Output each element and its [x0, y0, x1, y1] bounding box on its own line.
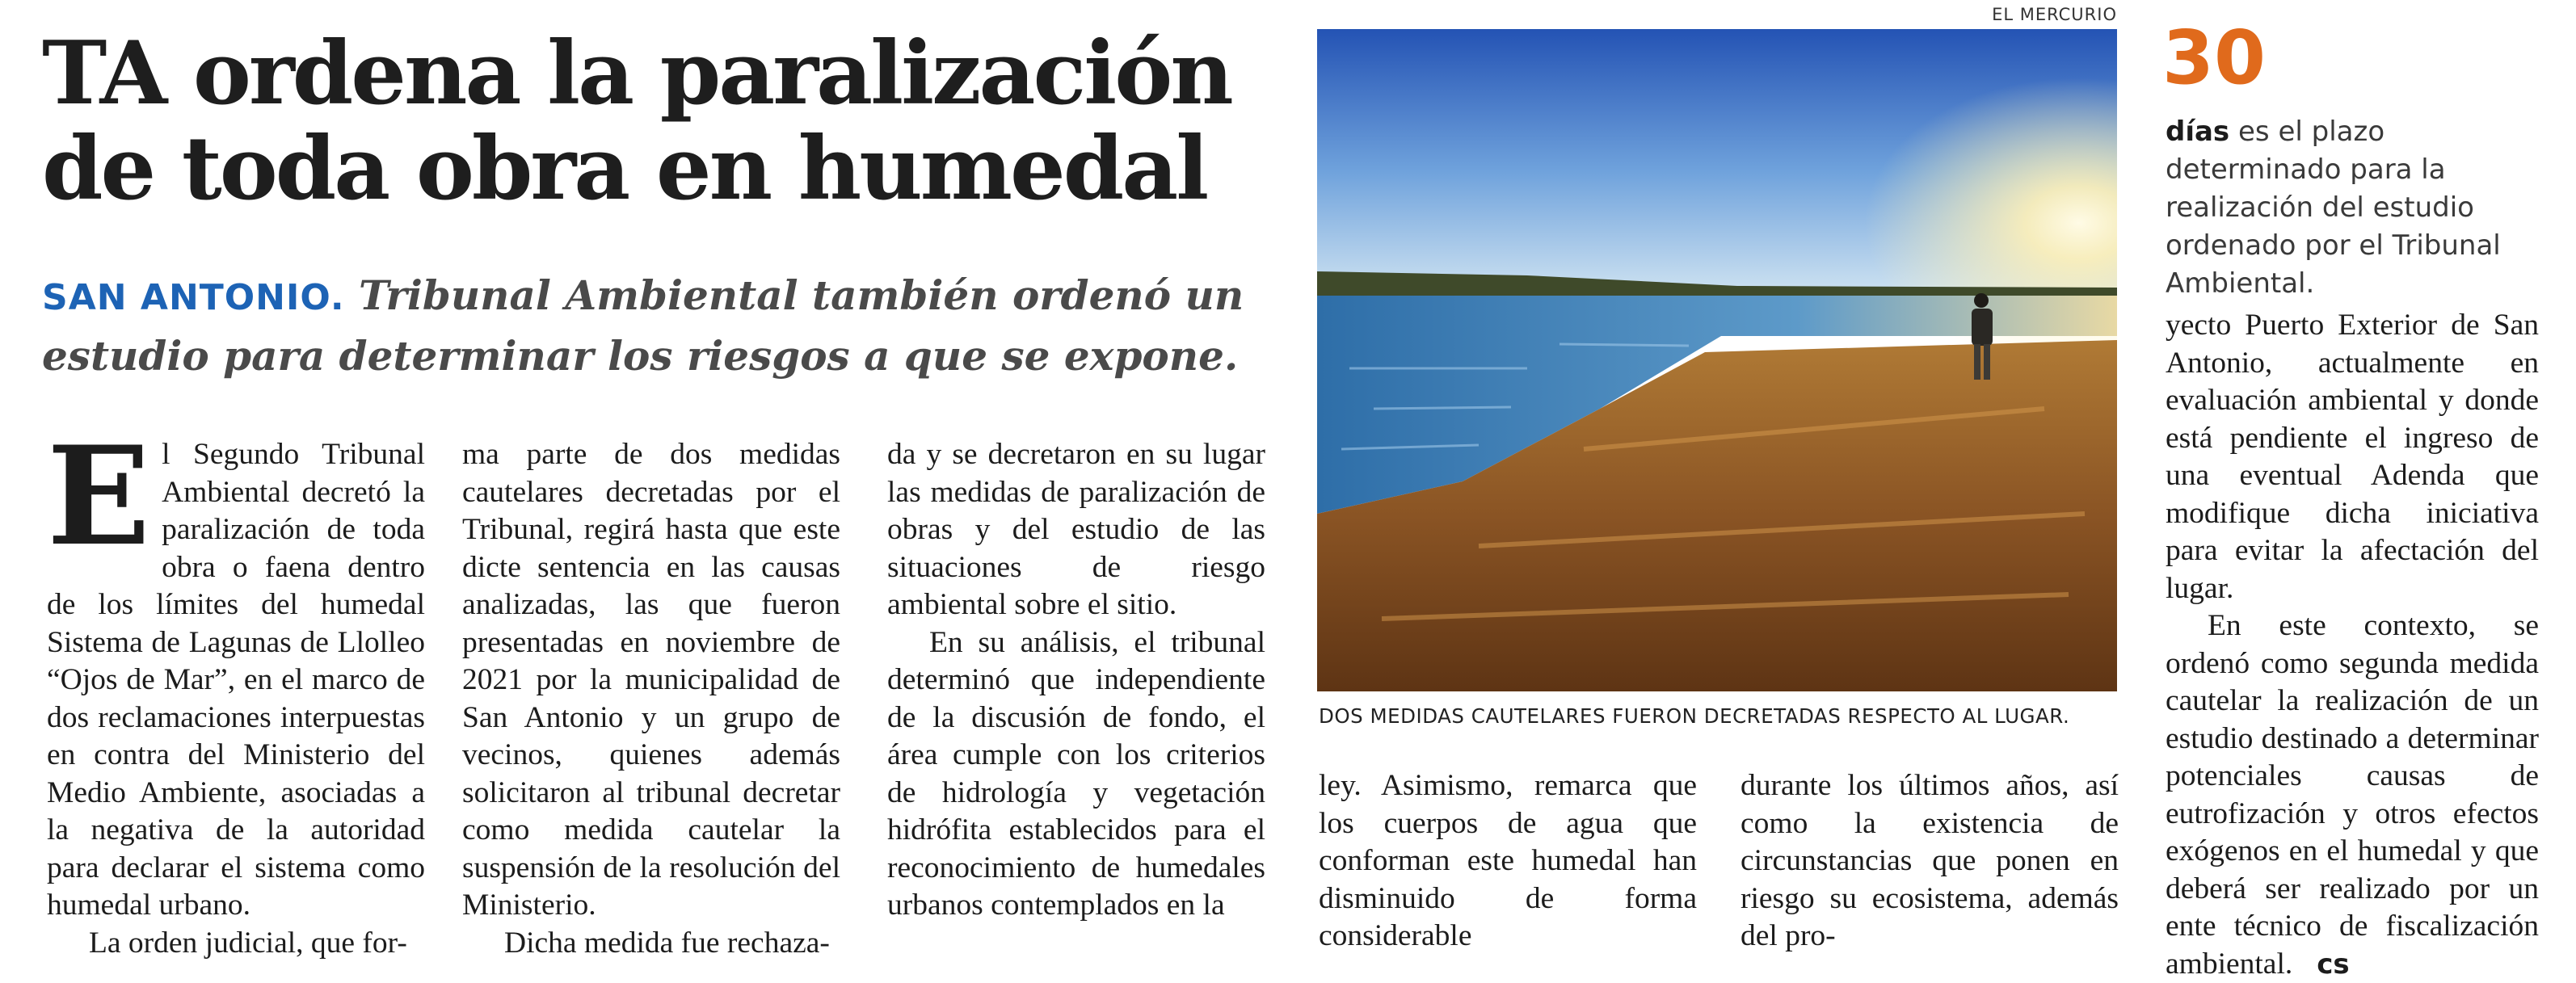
headline-line-2: de toda obra en humedal — [42, 118, 1207, 220]
dateline-place: SAN ANTONIO. — [42, 277, 345, 318]
drop-cap: E — [47, 416, 151, 576]
photo-caption: DOS MEDIDAS CAUTELARES FUERON DECRETADAS RESPECTO AL LUGAR. — [1319, 704, 2070, 728]
stat-number: 30 — [2162, 15, 2267, 101]
paragraph: durante los últimos años, así como la existencia de circunstancias que ponen en riesgo su ecosistema, además del pro- — [1740, 769, 2119, 952]
paragraph: ma parte de dos medidas cautelares decretadas por el Tribunal, regirá hasta que este dicte sentencia en las causas analizadas, las que fueron presentadas en noviembre de 2021 por la municipalidad de San Antonio y un grupo de vecinos, quienes además solicitaron al tribunal decretar como medida cautelar la suspensión de la resolución del Ministerio. — [462, 438, 840, 922]
article-column-3 — [887, 436, 1265, 925]
subheadline-text: Tribunal Ambiental también ordenó un estudio para determinar los riesgos a que se expone. — [42, 271, 1244, 380]
article-column-2 — [462, 436, 840, 962]
headline-line-1: TA ordena la paralización — [42, 23, 1231, 124]
stat-description — [2166, 113, 2561, 303]
article-column-5 — [1740, 767, 2119, 956]
paragraph: En su análisis, el tribunal determinó que independiente de la discusión de fondo, el área cumple con los criterios de hidrología y vegetación hidrófita establecidos para el reconocimiento de humedales urbanos contemplados en la — [887, 625, 1265, 922]
stat-unit: días — [2166, 116, 2230, 148]
article-column-6 — [2166, 307, 2539, 983]
paragraph: yecto Puerto Exterior de San Antonio, actualmente en evaluación ambiental y donde está pendiente el ingreso de una eventual Adenda que modifique dicha iniciativa para evitar la afectación del lugar. — [2166, 309, 2539, 605]
wetland-photo — [1317, 29, 2117, 691]
article-column-1 — [47, 416, 425, 962]
stat-text: es el plazo determinado para la realización del estudio ordenado por el Tribunal Ambiental. — [2166, 116, 2501, 300]
subheadline — [42, 267, 1286, 385]
article-column-4 — [1319, 767, 1697, 956]
headline — [42, 23, 1303, 220]
end-of-article-mark: cs — [2317, 947, 2350, 981]
paragraph: La orden judicial, que for- — [89, 926, 407, 960]
paragraph: l Segundo Tribunal Ambiental decretó la paralización de toda obra o faena dentro de los límites del humedal Sistema de Lagunas de Llolleo “Ojos de Mar”, en el marco de dos reclamaciones interpuestas en contra del Ministerio del Medio Ambiente, asociadas a la negativa de la autoridad para declarar el sistema como humedal urbano. — [47, 438, 425, 922]
paragraph: ley. Asimismo, remarca que los cuerpos de agua que conforman este humedal han disminuido de forma considerable — [1319, 769, 1697, 952]
photo-credit: EL MERCURIO — [1992, 5, 2117, 24]
paragraph-text: En este contexto, se ordenó como segunda medida cautelar la realización de un estudio destinado a determinar potenciales causas de eutrofización y otros efectos exógenos en el humedal y que deberá ser realizado por un ente técnico de fiscalización ambiental. — [2166, 609, 2539, 981]
paragraph — [2166, 607, 2539, 983]
paragraph: da y se decretaron en su lugar las medidas de paralización de obras y del estudio de las situaciones de riesgo ambiental sobre el sitio. — [887, 438, 1265, 621]
paragraph: Dicha medida fue rechaza- — [504, 926, 830, 960]
